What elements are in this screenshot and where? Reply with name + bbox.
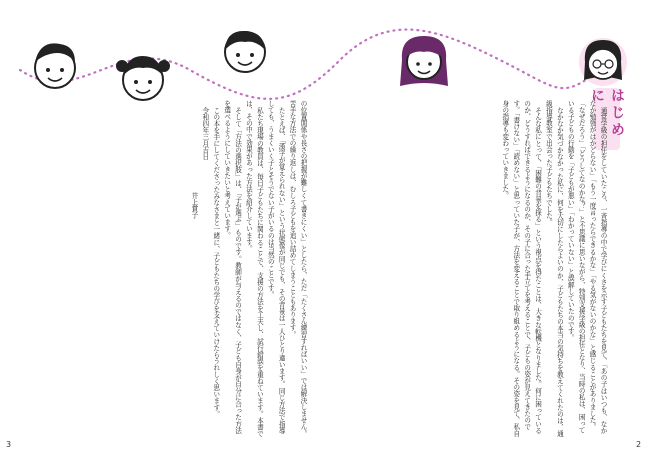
paragraph: 私たち現場の教員は、毎日子どもたちに関わることで、支援の方法を工夫し、試行錯誤を重ねています。本書では、その中で効果があった方法を紹介しています。 [244,100,264,437]
paragraph: たとえば、「漢字が覚えられない」という状態像が同じでも、その背景は一人ひとり違います。同じ方法で指導しても、うまくいく子とそうでない子がいるのは当然のことです。 [266,100,286,434]
closing-date: 令和四年三月吉日 [200,106,209,160]
child-face-icon [35,43,75,88]
long-hair-girl-icon [400,36,448,86]
right-page-text [338,100,608,438]
girl-face-icon [116,56,170,100]
page-number-right: 2 [636,440,642,449]
paragraph: そんな私にとって、「困難の背景を探る」という視点を得たことは、大きな転機となりました。何に困っているのか、どうすればできるようになるのか、その子に合った手立てを考えることで、子どもの姿が見えてきたのです。「書けない」「読めない」と思っていた子が、方法を変えることで取り組めるようになる。その姿を見て、私自身の指導も変わっていきました。 [500,100,542,437]
paragraph: そして「方法の選択肢」は、「子が選ぶ」ものです。教師が与えるのではなく、子ども自身が自分に合った方法を選べるようにしていきたいと考えています。 [222,100,242,434]
page-number-left: 3 [6,440,12,449]
paragraph: この本を手にしてくださったみなさまと一緒に、子どもたちの学びを支えていけたらうれしく思います。 [211,106,220,417]
author-name: 井上賞子 [189,192,198,219]
paragraph: の位置関係や長さの把握が難しくて書きにくい」としたら、ただ「たくさん練習すればいい」では解決しません。苦手な方法での繰り返しは、むしろ子どもを追い詰めてしまうこともあります。 [288,100,307,437]
paragraph: 通常学級の担任をしていたころ、一斉指導の中で学びにくさを示す子どもたちを見て、「あの子はいつも、なかなか勉強がはかどらない」「もう一度言ったらできるかな」「やる気がないのかな」と感じることがありました。「なぜだろう」「どうしてなのかな？」と不思議に思いながら、特別支援学級の担任となり、当時の私は、困っている子どもの行動を「子どもが悪い」「わかっていない」と誤解していたのです。 [566,100,607,434]
left-page-text [46,100,308,438]
teacher-face-icon [579,38,627,86]
chapter-heading: はじめに [594,88,620,150]
paragraph: なかなか気づかなかった私に、何を大切にしたらよいのか、子どもたちの本当の気持ちを教えてくれたのは、通級指導教室で出会った子どもたちでした。 [544,100,564,437]
boy-face-icon [225,31,265,72]
dotted-wave [20,30,600,99]
